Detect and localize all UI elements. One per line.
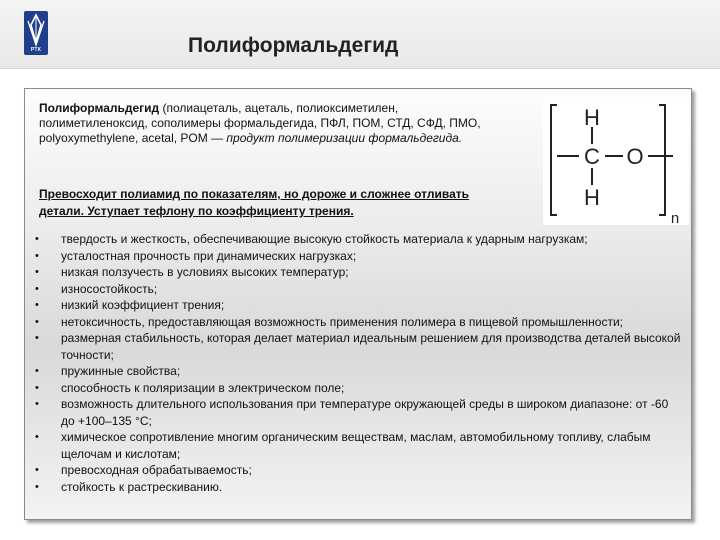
list-item: • размерная стабильность, которая делает материал идеальным решением для производства деталей высокой точности; [35,330,685,363]
list-item: • усталостная прочность при динамических нагрузках; [35,248,685,265]
list-item: • низкий коэффициент трения; [35,297,685,314]
list-item: • возможность длительного использования при температуре окружающей среды в широком диапазоне: от -60 до +100–135 °C; [35,396,685,429]
intro-definition: продукт полимеризации формальдегида. [226,131,463,145]
atom-c: C [584,144,600,169]
list-item: • низкая ползучесть в условиях высоких температур; [35,264,685,281]
repeat-index: n [670,210,680,225]
atom-h-top: H [584,105,600,130]
logo-text: РТК [30,47,42,53]
intro-paragraph [39,101,509,146]
atom-o: O [626,144,644,169]
list-item: • превосходная обрабатываемость; [35,462,685,479]
list-item: • способность к поляризации в электрическом поле; [35,380,685,397]
formula-diagram [543,97,689,225]
company-logo [24,11,48,55]
comparison-note: Превосходит полиамид по показателям, но дороже и сложнее отливать детали. Уступает тефлону по коэффициенту трения. [39,187,470,218]
list-item: • химическое сопротивление многим органическим веществам, маслам, автомобильному топливу, слабым щелочам и кислотам; [35,429,685,462]
list-item: • стойкость к растрескиванию. [35,479,685,496]
atom-h-bottom: H [584,185,600,210]
slide-header [0,0,720,69]
content-panel [24,88,692,520]
page-title: Полиформальдегид [188,34,399,57]
list-item: • нетоксичность, предоставляющая возможность применения полимера в пищевой промышленности; [35,314,685,331]
properties-list [35,231,685,495]
list-item: • пружинные свойства; [35,363,685,380]
list-item: • твердость и жесткость, обеспечивающие высокую стойкость материала к ударным нагрузкам; [35,231,685,248]
list-item: • износостойкость; [35,281,685,298]
structural-formula [543,97,689,225]
intro-term: Полиформальдегид [39,101,160,115]
intro-synonyms: (полиацеталь, ацеталь, полиоксиметилен, полиметиленоксид, сополимеры формальдегида, ПФЛ, ПОМ, СТД, СФД, ПМО, polyoxymethylene, acetal, POM — [39,101,481,145]
